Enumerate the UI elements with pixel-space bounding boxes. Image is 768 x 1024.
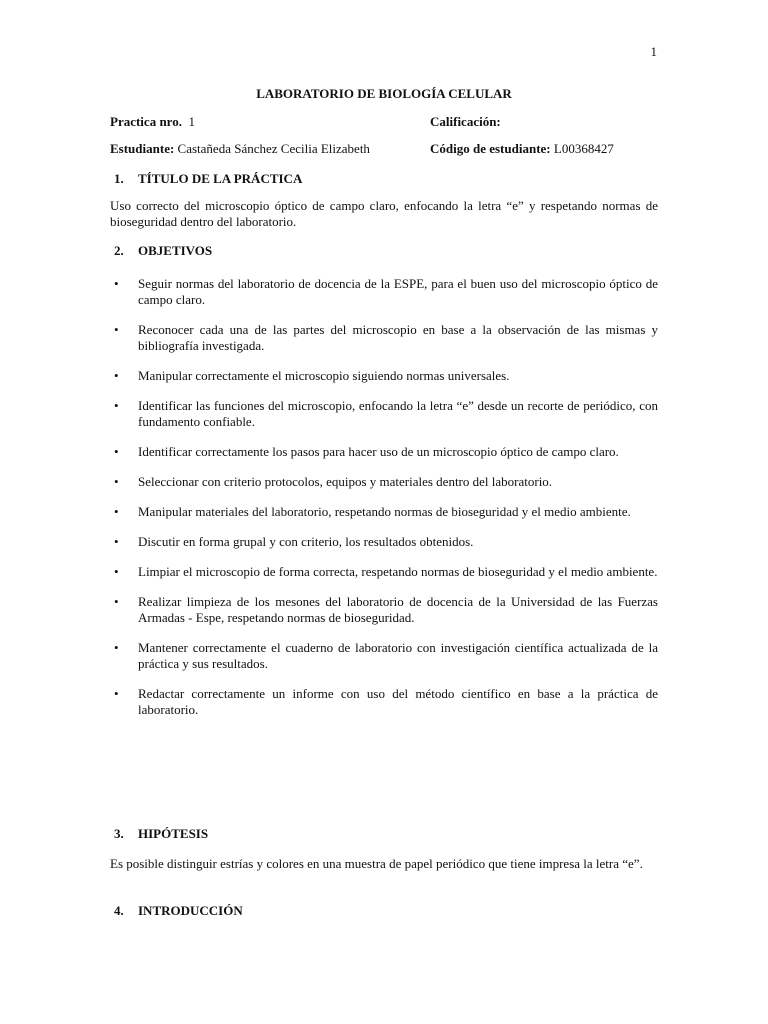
practica-label: Practica nro. xyxy=(110,114,182,129)
objetivo-text: Reconocer cada una de las partes del microscopio en base a la observación de las mismas y bibliografía investigada. xyxy=(138,322,658,353)
objetivos-list xyxy=(110,276,658,732)
section-heading-objetivos xyxy=(110,243,658,259)
bullet-icon: • xyxy=(114,640,119,655)
objetivo-text: Redactar correctamente un informe con uso del método científico en base a la práctica de laboratorio. xyxy=(138,686,658,717)
list-item xyxy=(110,594,658,626)
bullet-icon: • xyxy=(114,368,119,383)
estudiante-label: Estudiante: xyxy=(110,141,175,156)
section-number: 4. xyxy=(114,903,124,918)
section-number: 1. xyxy=(114,171,124,186)
bullet-icon: • xyxy=(114,504,119,519)
list-item xyxy=(110,368,658,384)
section-title: INTRODUCCIÓN xyxy=(138,903,243,918)
section-number: 2. xyxy=(114,243,124,258)
estudiante-value: Castañeda Sánchez Cecilia Elizabeth xyxy=(177,141,370,156)
list-item xyxy=(110,444,658,460)
objetivo-text: Seleccionar con criterio protocolos, equipos y materiales dentro del laboratorio. xyxy=(138,474,553,489)
calificacion-label: Calificación: xyxy=(430,114,501,129)
objetivo-text: Identificar correctamente los pasos para hacer uso de un microscopio óptico de campo claro. xyxy=(138,444,619,459)
list-item xyxy=(110,276,658,308)
section-heading-titulo xyxy=(110,171,658,187)
section-heading-introduccion xyxy=(110,903,658,919)
list-item xyxy=(110,534,658,550)
section-title: TÍTULO DE LA PRÁCTICA xyxy=(138,171,303,186)
list-item xyxy=(110,398,658,430)
bullet-icon: • xyxy=(114,534,119,549)
bullet-icon: • xyxy=(114,398,119,413)
info-row-practica xyxy=(110,114,658,130)
bullet-icon: • xyxy=(114,594,119,609)
list-item xyxy=(110,640,658,672)
bullet-icon: • xyxy=(114,564,119,579)
section-title: HIPÓTESIS xyxy=(138,826,209,841)
objetivo-text: Manipular correctamente el microscopio siguiendo normas universales. xyxy=(138,368,510,383)
objetivo-text: Identificar las funciones del microscopio, enfocando la letra “e” desde un recorte de periódico, con fundamento confiable. xyxy=(138,398,658,429)
codigo-value: L00368427 xyxy=(553,141,614,156)
list-item xyxy=(110,686,658,718)
estudiante-field xyxy=(110,141,370,157)
bullet-icon: • xyxy=(114,686,119,701)
objetivo-text: Mantener correctamente el cuaderno de laboratorio con investigación científica actualizada de la práctica y sus resultados. xyxy=(138,640,658,671)
practica-field xyxy=(110,114,195,130)
practica-value: 1 xyxy=(188,114,195,129)
objetivo-text: Seguir normas del laboratorio de docencia de la ESPE, para el buen uso del microscopio óptico de campo claro. xyxy=(138,276,658,307)
section-number: 3. xyxy=(114,826,124,841)
objetivo-text: Manipular materiales del laboratorio, respetando normas de bioseguridad y el medio ambiente. xyxy=(138,504,631,519)
bullet-icon: • xyxy=(114,322,119,337)
codigo-label: Código de estudiante: xyxy=(430,141,551,156)
section-heading-hipotesis xyxy=(110,826,658,842)
info-row-estudiante xyxy=(110,141,658,157)
objetivo-text: Realizar limpieza de los mesones del laboratorio de docencia de la Universidad de las Fuerzas Armadas - Espe, respetando normas de bioseguridad. xyxy=(138,594,658,625)
section-title: OBJETIVOS xyxy=(138,243,213,258)
document-title: LABORATORIO DE BIOLOGÍA CELULAR xyxy=(256,86,512,101)
codigo-field xyxy=(430,141,614,157)
hipotesis-paragraph: Es posible distinguir estrías y colores en una muestra de papel periódico que tiene impresa la letra “e”. xyxy=(110,856,643,871)
bullet-icon: • xyxy=(114,474,119,489)
list-item xyxy=(110,564,658,580)
objetivo-text: Discutir en forma grupal y con criterio, los resultados obtenidos. xyxy=(138,534,474,549)
list-item xyxy=(110,474,658,490)
titulo-paragraph: Uso correcto del microscopio óptico de campo claro, enfocando la letra “e” y respetando normas de bioseguridad dentro del laboratorio. xyxy=(110,198,658,229)
list-item xyxy=(110,504,658,520)
bullet-icon: • xyxy=(114,444,119,459)
page-number: 1 xyxy=(650,44,657,59)
bullet-icon: • xyxy=(114,276,119,291)
objetivo-text: Limpiar el microscopio de forma correcta, respetando normas de bioseguridad y el medio ambiente. xyxy=(138,564,658,579)
list-item xyxy=(110,322,658,354)
